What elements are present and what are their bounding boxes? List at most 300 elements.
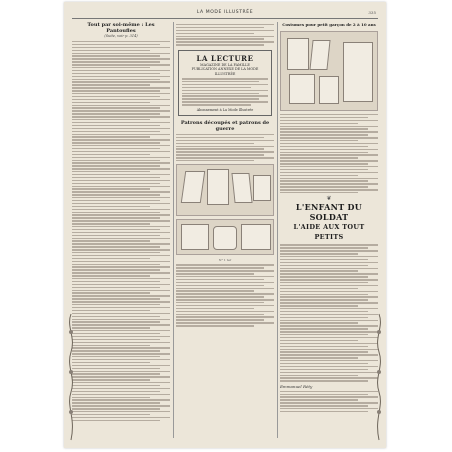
text-line [72,342,170,343]
text-line [72,243,170,244]
text-line [182,87,251,88]
text-line [280,253,358,254]
text-line [72,41,170,42]
text-line [72,275,150,276]
text-line [176,305,274,306]
text-line [280,143,378,144]
text-line [280,128,368,129]
text-line [72,194,160,195]
text-line [280,282,368,283]
text-line [176,276,274,277]
text-line [280,175,358,176]
text-line [72,177,160,178]
text-line [72,136,150,137]
text-line [280,117,368,118]
text-line [280,349,378,350]
text-line [72,128,170,129]
text-line [176,134,274,135]
text-line [72,238,170,239]
text-line [72,183,160,184]
text-line [280,317,368,318]
text-line [72,53,170,54]
text-line [72,324,170,325]
text-line [72,212,160,213]
text-line [72,333,160,334]
text-line [280,357,358,358]
text-line [280,166,378,167]
text-line [280,375,358,376]
text-line [72,411,170,412]
text-line [280,299,368,300]
text-line [280,291,378,292]
text-line [280,363,368,364]
text-line [176,299,274,300]
text-line [72,301,170,302]
text-line [72,399,170,400]
text-line [72,394,170,395]
text-line [176,151,274,152]
middle-bottom-text [176,264,274,326]
text-line [72,316,160,317]
text-line [280,178,378,179]
text-line [182,84,268,85]
text-line [72,379,150,380]
column-middle [176,22,274,438]
text-line [280,189,378,190]
pattern-piece [289,74,315,104]
text-line [280,402,378,403]
text-line [72,64,170,65]
text-line [72,414,150,415]
text-line [280,157,358,158]
pattern-piece [213,226,237,250]
text-line [72,223,150,224]
text-line [72,81,170,82]
text-line [280,325,378,326]
text-line [72,356,160,357]
text-line [280,250,378,251]
text-line [280,334,368,335]
text-line [72,388,170,389]
text-line [176,282,274,283]
text-line [280,163,368,164]
text-line [72,61,160,62]
text-line [280,259,368,260]
text-line [280,154,378,155]
text-line [280,302,378,303]
lecture-advert-box [178,50,272,116]
text-line [280,160,378,161]
ornament: ❦ [326,195,332,203]
text-line [176,157,274,158]
text-line [280,320,378,321]
column-right [280,22,378,438]
text-line [72,246,160,247]
text-line [176,44,264,45]
text-line [72,188,150,189]
section-title: Patrons découpés et patrons de guerre [180,120,270,133]
text-line [72,160,160,161]
text-line [72,304,160,305]
text-line [182,78,268,79]
text-line [72,162,170,163]
text-line [72,298,160,299]
pattern-piece [181,171,205,203]
text-line [72,336,170,337]
text-line [280,273,378,274]
floral-border-ornament [64,312,78,442]
text-line [280,354,378,355]
text-line [72,365,170,366]
text-line [280,134,368,135]
text-line [182,81,259,82]
text-line [182,104,251,105]
text-line [280,394,368,395]
text-line [72,269,160,270]
text-line [280,399,358,400]
text-line [182,93,259,94]
text-line [72,171,150,172]
text-line [72,261,170,262]
text-line [72,376,170,377]
text-line [176,33,254,34]
text-line [176,279,264,280]
main-article-title: L'AIDE AUX TOUT PETITS [293,223,365,242]
text-line [72,339,160,340]
pattern-piece [287,38,309,70]
text-line [72,58,170,59]
text-line [72,125,160,126]
text-line [72,206,150,207]
text-line [72,55,160,56]
text-line [280,285,378,286]
lecture-title: LA LECTURE [196,53,254,63]
text-line [176,30,274,31]
text-line [280,149,378,150]
text-line [176,319,264,320]
pattern-piece [343,42,373,102]
pattern-piece [241,224,271,250]
text-line [72,295,170,296]
text-line [72,220,170,221]
text-line [280,244,378,245]
text-line [72,148,160,149]
text-line [72,281,160,282]
text-line [72,214,170,215]
text-line [176,293,274,294]
text-line [72,73,160,74]
text-line [72,420,160,421]
text-line [176,316,274,317]
text-line [280,146,368,147]
text-line [182,101,268,102]
text-line [280,140,358,141]
column-left [72,22,170,438]
text-line [72,252,160,253]
text-line [72,209,170,210]
text-line [182,98,259,99]
text-line [72,350,160,351]
pattern-piece [309,40,330,70]
text-line [72,405,170,406]
text-line [72,319,170,320]
text-line [72,327,150,328]
text-line [72,102,150,103]
text-line [72,90,160,91]
text-line [280,311,368,312]
text-line [176,140,274,141]
header-rule [72,18,378,19]
section-body-text [176,134,274,161]
text-line [280,262,378,263]
column-divider [277,22,278,438]
text-line [280,120,378,121]
text-line [72,180,170,181]
text-line [72,232,170,233]
text-line [72,174,170,175]
text-line [176,148,264,149]
costume-body-text [280,114,378,193]
text-line [72,307,170,308]
text-line [176,285,264,286]
folio-right: 335 [368,10,376,15]
text-line [72,119,150,120]
text-line [72,226,170,227]
text-line [72,321,160,322]
article-subtitle: (Suite, voir p. 314) [104,34,138,38]
pattern-piece [231,173,252,203]
text-line [72,347,170,348]
text-line [72,145,170,146]
closing-text [280,391,378,413]
text-line [280,169,368,170]
lecture-line: MAGAZINE DE LA FAMILLE [200,62,250,67]
text-line [182,95,268,96]
text-line [280,337,378,338]
text-line [72,165,160,166]
text-line [72,50,150,51]
pattern-piece [319,76,339,104]
text-line [176,154,264,155]
text-line [280,276,368,277]
text-line [72,217,160,218]
text-line [72,402,160,403]
text-line [176,38,264,39]
text-line [280,343,378,344]
text-line [72,84,150,85]
text-line [280,114,378,115]
text-line [176,311,274,312]
text-line [280,351,368,352]
text-line [72,96,160,97]
text-line [176,27,264,28]
text-line [280,328,368,329]
text-line [176,36,274,37]
text-line [72,313,170,314]
text-line [72,284,170,285]
main-article-text [280,244,378,381]
text-line [280,294,368,295]
text-line [280,268,378,269]
text-line [72,157,170,158]
text-line [280,152,368,153]
text-line [176,160,254,161]
text-line [280,192,358,193]
text-line [280,126,378,127]
text-line [280,396,378,397]
text-line [176,288,274,289]
text-line [72,197,170,198]
text-line [72,391,160,392]
page-header [64,10,386,18]
text-line [176,302,264,303]
text-line [72,385,160,386]
text-line [280,369,368,370]
text-line [72,249,170,250]
magazine-page [64,2,386,448]
text-line [280,270,358,271]
text-line [280,372,378,373]
costume-title: Costumes pour petit garçon de 2 à 10 ans [282,22,376,27]
text-line [72,330,170,331]
floral-border-ornament [372,312,386,442]
text-line [72,122,170,123]
main-article-title: L'ENFANT DU SOLDAT [295,202,363,223]
text-line [280,265,368,266]
text-line [72,397,150,398]
text-line [280,411,368,412]
text-line [72,203,170,204]
text-line [72,107,160,108]
pattern-diagram [176,219,274,255]
text-line [72,191,170,192]
text-line [176,24,274,25]
text-line [72,264,160,265]
text-line [176,273,254,274]
text-line [280,180,368,181]
text-line [72,417,170,418]
text-line [182,90,268,91]
text-line [72,70,170,71]
text-line [72,359,170,360]
text-line [72,258,150,259]
text-line [280,377,378,378]
text-line [72,290,170,291]
text-line [280,408,378,409]
text-line [72,44,160,45]
text-line [280,247,368,248]
text-line [72,154,150,155]
text-line [72,93,170,94]
text-line [72,200,160,201]
text-line [72,116,170,117]
text-line [176,270,274,271]
text-line [72,272,170,273]
text-line [72,371,170,372]
text-line [72,134,170,135]
text-line [280,331,378,332]
text-line [72,87,170,88]
text-line [280,186,368,187]
text-line [176,290,254,291]
pattern-piece [181,224,209,250]
text-line [280,288,358,289]
text-line [72,168,170,169]
text-line [72,345,150,346]
text-line [72,310,150,311]
text-line [176,296,264,297]
author-signature: Emmanuel Réty [280,383,313,389]
text-line [72,368,160,369]
lecture-summary-text [182,78,268,105]
text-line [176,325,254,326]
text-line [280,391,378,392]
text-line [280,172,378,173]
text-line [72,362,150,363]
text-line [280,340,358,341]
text-line [72,240,150,241]
text-line [72,113,160,114]
text-line [280,366,378,367]
text-line [280,308,378,309]
column-divider [173,22,174,438]
text-line [280,131,378,132]
pattern-diagram [176,164,274,216]
text-line [72,292,150,293]
text-line [72,278,170,279]
text-line [280,137,378,138]
masthead-running-title: LA MODE ILLUSTRÉE [196,10,254,15]
costume-pattern-diagram [280,31,378,111]
text-line [280,183,378,184]
text-line [280,346,368,347]
text-line [280,256,378,257]
text-line [280,314,378,315]
text-line [72,235,160,236]
text-line [72,353,170,354]
text-line [176,146,274,147]
text-line [72,151,170,152]
text-line [280,360,378,361]
lecture-line: Abonnement à La Mode Illustrée [196,107,254,112]
pattern-piece [253,175,271,201]
text-line [72,408,160,409]
text-line [176,314,264,315]
text-line [72,287,160,288]
pattern-piece [207,169,229,205]
text-line [280,123,358,124]
text-line [72,47,170,48]
text-line [280,405,368,406]
text-line [176,41,274,42]
middle-intro-text [176,24,274,46]
text-line [72,373,160,374]
text-line [176,137,264,138]
text-line [280,380,368,381]
text-line [280,279,378,280]
text-line [280,305,358,306]
text-line [72,229,160,230]
text-line [72,67,150,68]
text-line [72,105,170,106]
text-line [176,267,264,268]
text-line [176,322,274,323]
text-line [280,322,358,323]
figure-caption: N° 1 ter [218,258,232,263]
text-line [72,186,170,187]
text-line [72,142,160,143]
text-line [176,264,274,265]
